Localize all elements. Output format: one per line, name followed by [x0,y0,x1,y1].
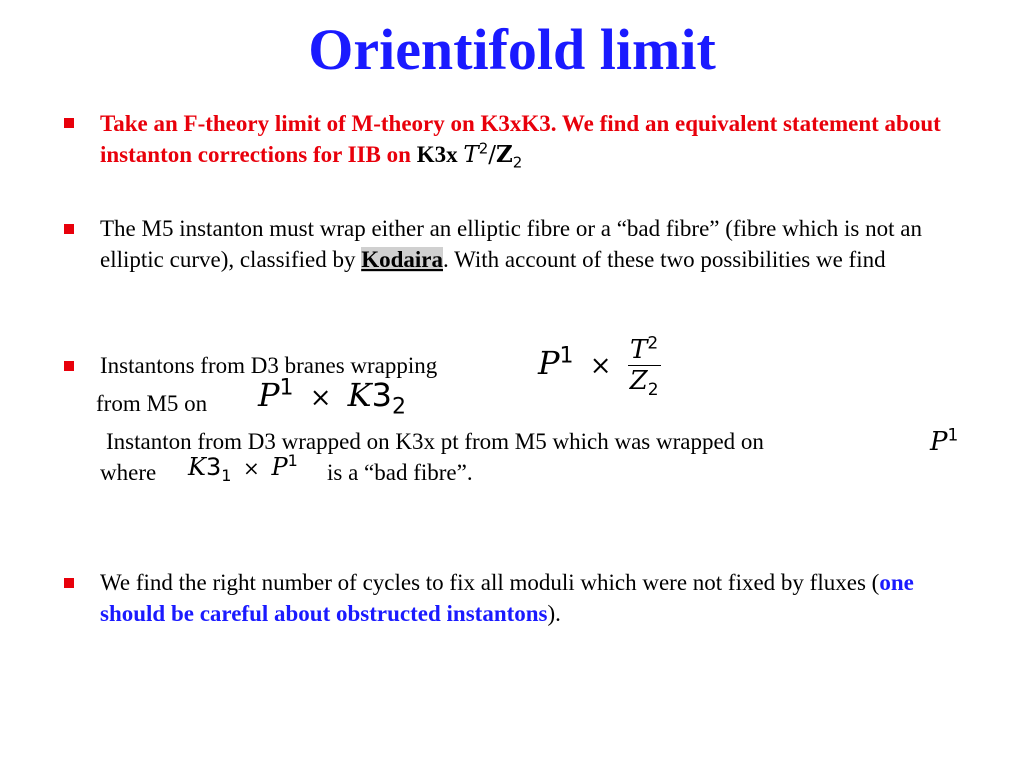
slide-title: Orientifold limit [308,17,716,82]
bullet-4-text: We find the right number of cycles to fix all moduli which were not fixed by fluxes ( [100,570,880,595]
bullet-4 [100,567,980,629]
bullet-marker [64,224,74,234]
from-m5-text: from M5 on [96,391,208,416]
bullet-1-tail: K3x [416,142,458,167]
bullet-marker [64,118,74,128]
instanton-text: Instanton from D3 wrapped on K3x pt from M5 which was wrapped on [106,429,764,454]
bullet-2-text-after: . With account of these two possibilities we find [443,247,886,272]
bullet-3: Instantons from D3 branes wrapping [100,353,438,378]
bullet-4-text-after: ). [547,601,561,626]
bullet-1 [100,108,980,171]
where-text: where [100,460,157,485]
bullet-marker [64,361,74,371]
p1-formula: $P^1$ [930,425,959,457]
bad-fibre-text: is a “bad fibre”. [327,460,473,485]
p1-times-k3-2-formula: $P^1 \times K3_2$ [258,375,406,420]
p1-times-t2-over-z2-formula: $P^1$ × $\frac{T^2}{Z_2}$ [538,333,659,401]
bullet-2 [100,213,980,275]
bullet-marker [64,578,74,588]
t2-z2-formula: $T^2/Z_2$ [463,139,523,172]
bullet-1-text: Take an F-theory limit of M-theory on K3xK3. We find an equivalent statement about instanton corrections for IIB on [100,111,941,167]
bullet-2-text: The M5 instanton must wrap either an elliptic fibre or a “bad fibre” (fibre which is not an elliptic curve), classified by [100,216,922,272]
kodaira-link[interactable]: Kodaira [361,247,443,272]
k3-1-times-p1-formula: $K3_1 \times P^1$ [188,451,298,485]
bullet-4-highlight: one should be careful about obstructed instantons [100,570,914,626]
